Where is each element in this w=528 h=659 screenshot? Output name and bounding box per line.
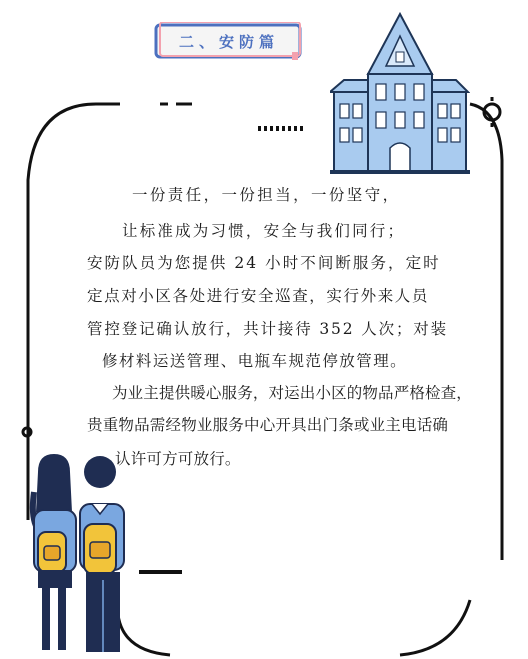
paragraph-line: 为业主提供暖心服务，对运出小区的物品严格检查， <box>112 384 472 402</box>
section-title: 二、安防篇 <box>178 32 279 51</box>
paragraph-line: 一份责任，一份担当，一份坚守， <box>132 186 401 204</box>
paragraph-line: 安防队员为您提供 24 小时不间断服务，定时 <box>87 254 441 272</box>
paragraph-line: 定点对小区各处进行安全巡查，实行外来人员 <box>87 287 430 305</box>
paragraph-line: 贵重物品需经物业服务中心开具出门条或业主电话确 <box>87 416 449 434</box>
paragraph-line: 修材料运送管理、电瓶车规范停放管理。 <box>102 352 408 370</box>
paragraph-line: 管控登记确认放行，共计接待 352 人次；对装 <box>87 320 448 338</box>
paragraph-line: 让标准成为习惯，安全与我们同行； <box>122 222 406 240</box>
paragraph-line: 认许可方可放行。 <box>115 450 241 468</box>
